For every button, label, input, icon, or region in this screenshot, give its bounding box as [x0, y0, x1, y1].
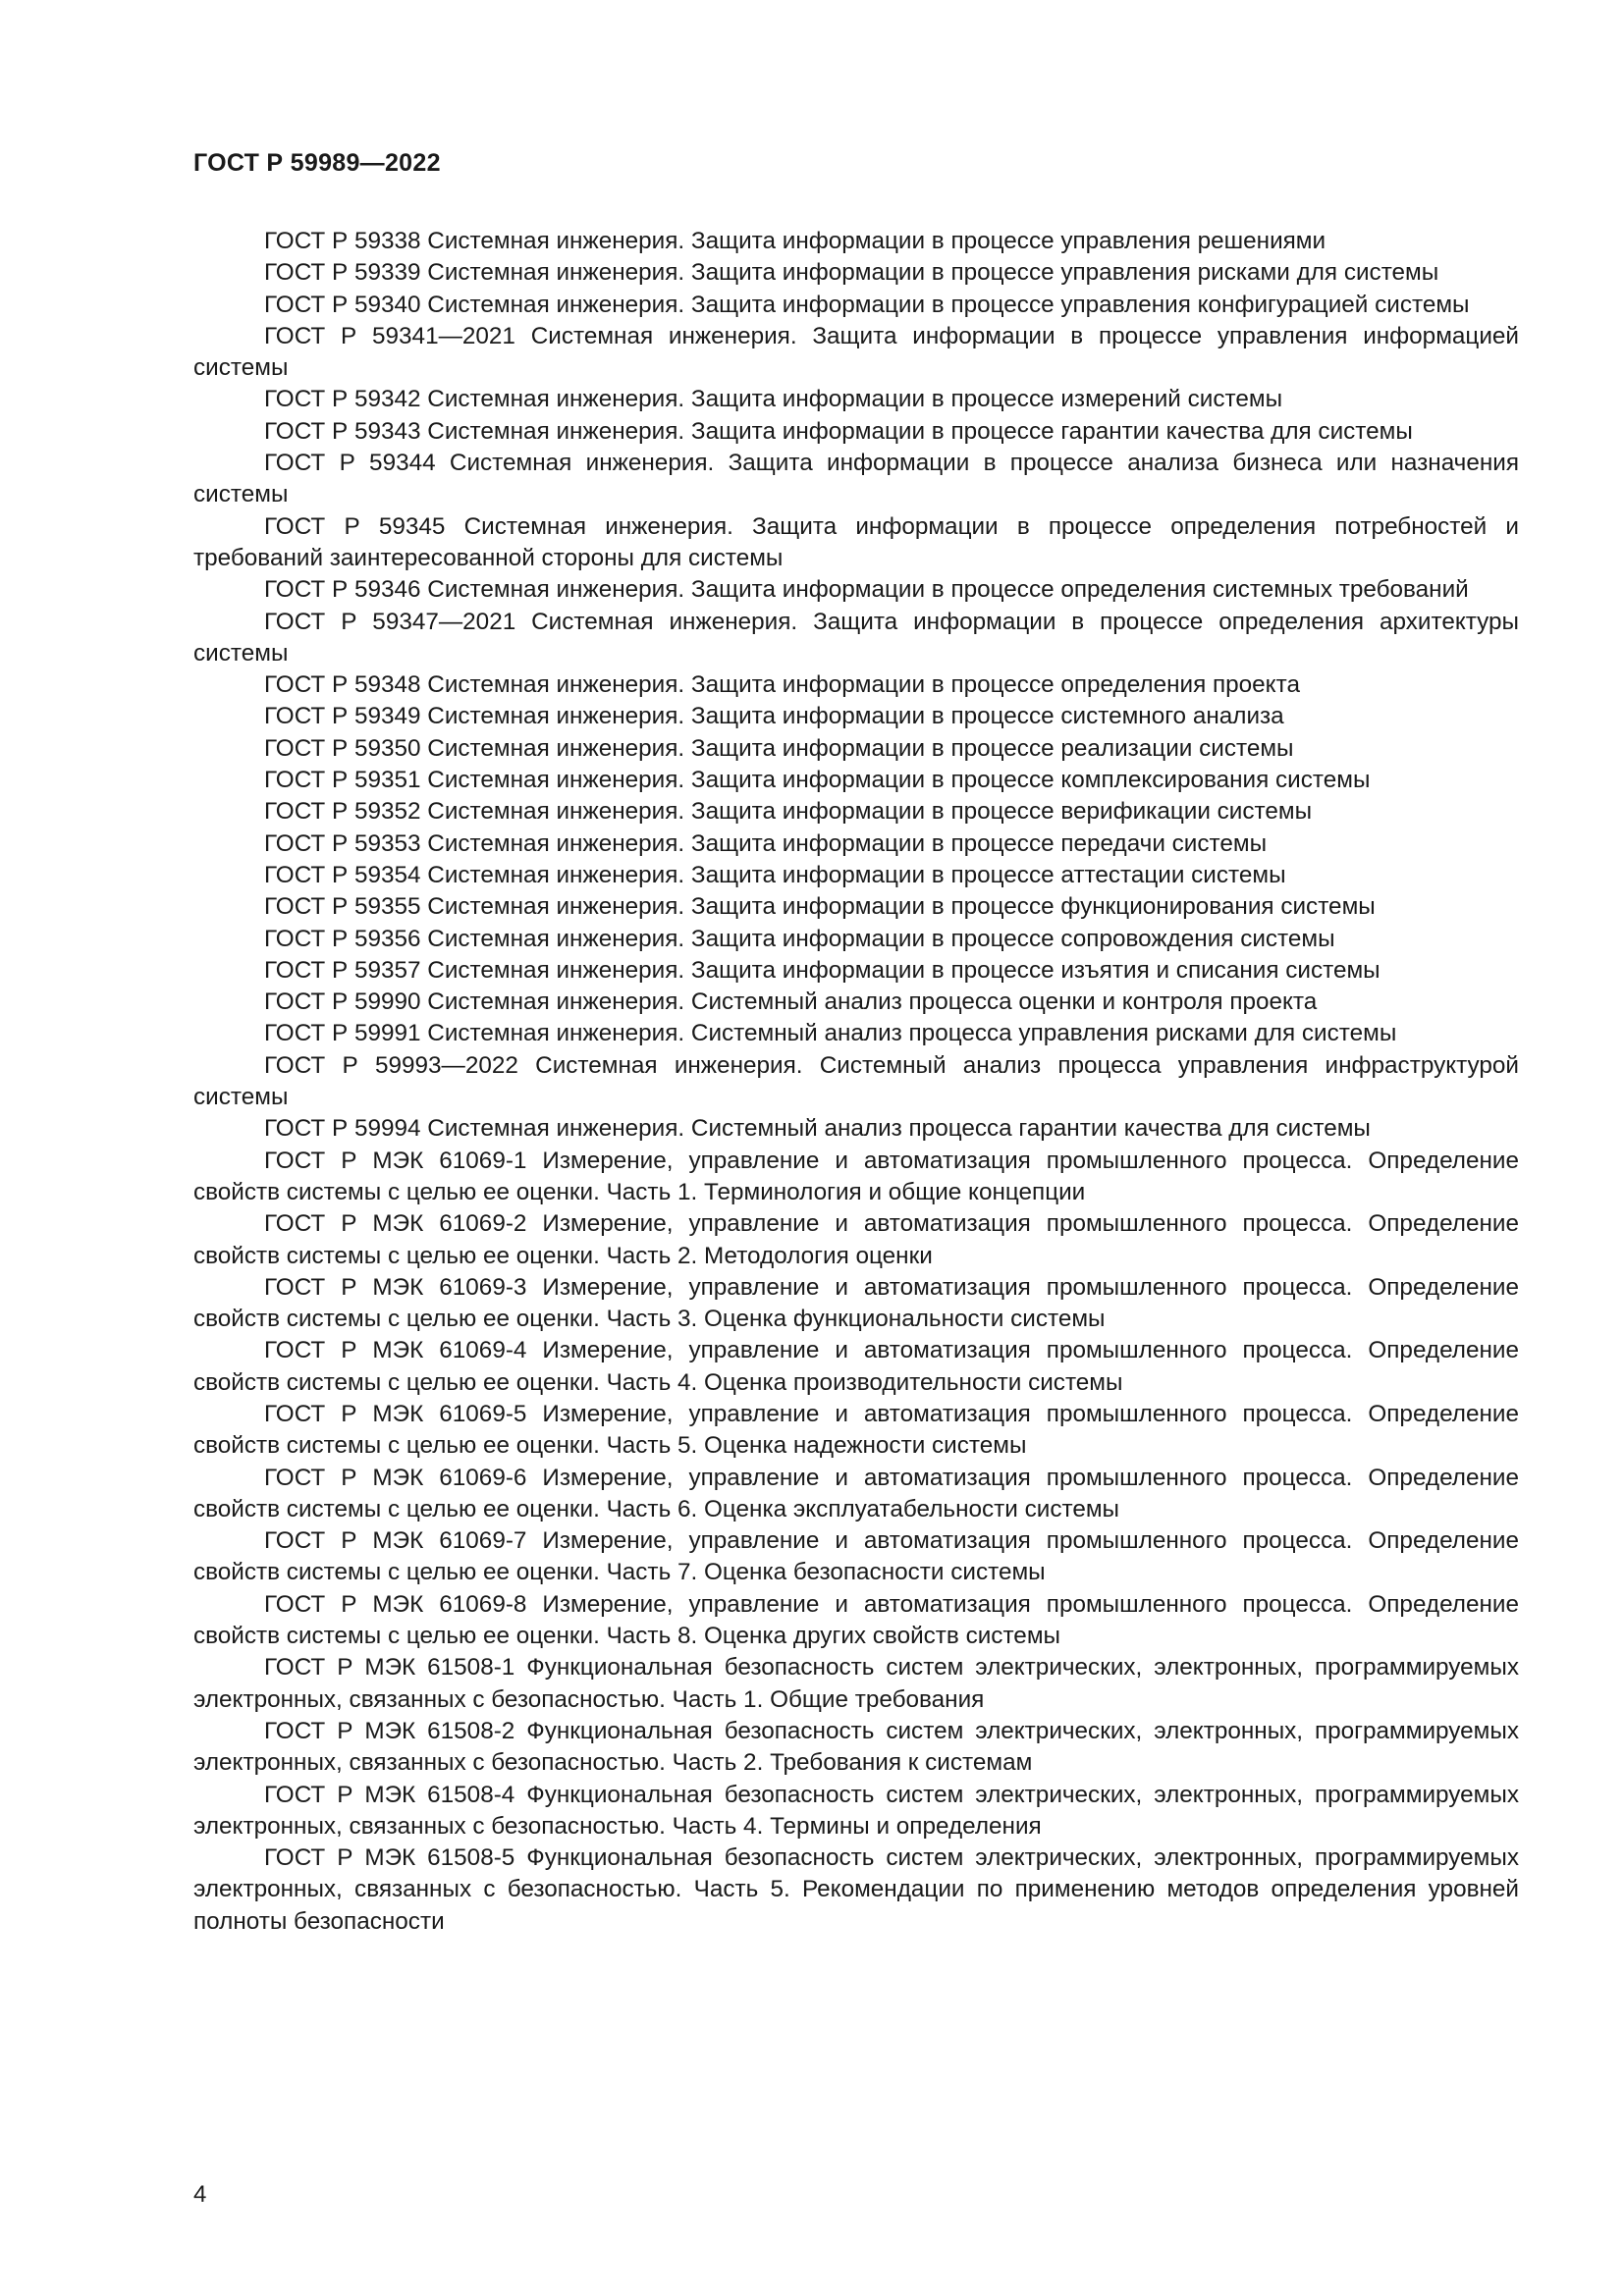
document-code-header: ГОСТ Р 59989—2022	[193, 149, 441, 177]
reference-item: ГОСТ Р 59338 Системная инженерия. Защита информации в процессе управления решениями	[264, 228, 1326, 254]
reference-item: ГОСТ Р МЭК 61508-1 Функциональная безопасность систем электрических, электронных, программируемых электронных, связанных с безопасностью. Часть 1. Общие требования	[193, 1654, 1519, 1713]
reference-item: ГОСТ Р 59354 Системная инженерия. Защита информации в процессе аттестации системы	[264, 861, 1286, 888]
reference-item: ГОСТ Р МЭК 61508-5 Функциональная безопасность систем электрических, электронных, программируемых электронных, связанных с безопасностью. Часть 5. Рекомендации по применению методов определения уровней полноты безопасности	[193, 1844, 1519, 1935]
reference-item: ГОСТ Р 59342 Системная инженерия. Защита информации в процессе измерений системы	[264, 386, 1283, 413]
reference-item: ГОСТ Р 59349 Системная инженерия. Защита информации в процессе системного анализа	[264, 703, 1284, 730]
reference-item: ГОСТ Р 59341—2021 Системная инженерия. Защита информации в процессе управления информацией системы	[193, 322, 1519, 382]
reference-item: ГОСТ Р МЭК 61069-2 Измерение, управление и автоматизация промышленного процесса. Определение свойств системы с целью ее оценки. Часть 2. Методология оценки	[193, 1210, 1519, 1269]
page-number: 4	[193, 2181, 207, 2208]
reference-item: ГОСТ Р 59990 Системная инженерия. Системный анализ процесса оценки и контроля проекта	[264, 988, 1318, 1016]
reference-item: ГОСТ Р МЭК 61069-1 Измерение, управление и автоматизация промышленного процесса. Определение свойств системы с целью ее оценки. Часть 1. Терминология и общие концепции	[193, 1147, 1519, 1205]
reference-item: ГОСТ Р 59351 Системная инженерия. Защита информации в процессе комплексирования системы	[264, 767, 1371, 794]
reference-item: ГОСТ Р 59343 Системная инженерия. Защита информации в процессе гарантии качества для системы	[264, 417, 1413, 445]
reference-item: ГОСТ Р МЭК 61069-4 Измерение, управление и автоматизация промышленного процесса. Определение свойств системы с целью ее оценки. Часть 4. Оценка производительности системы	[193, 1337, 1519, 1396]
reference-item: ГОСТ Р 59355 Системная инженерия. Защита информации в процессе функционирования системы	[264, 893, 1376, 921]
reference-item: ГОСТ Р 59352 Системная инженерия. Защита информации в процессе верификации системы	[264, 798, 1313, 826]
reference-item: ГОСТ Р МЭК 61069-3 Измерение, управление и автоматизация промышленного процесса. Определение свойств системы с целью ее оценки. Часть 3. Оценка функциональности системы	[193, 1273, 1519, 1333]
reference-item: ГОСТ Р МЭК 61508-2 Функциональная безопасность систем электрических, электронных, программируемых электронных, связанных с безопасностью. Часть 2. Требования к системам	[193, 1717, 1519, 1777]
reference-item: ГОСТ Р МЭК 61508-4 Функциональная безопасность систем электрических, электронных, программируемых электронных, связанных с безопасностью. Часть 4. Термины и определения	[193, 1781, 1519, 1840]
reference-item: ГОСТ Р 59356 Системная инженерия. Защита информации в процессе сопровождения системы	[264, 925, 1335, 952]
reference-item: ГОСТ Р 59350 Системная инженерия. Защита информации в процессе реализации системы	[264, 734, 1294, 762]
reference-item: ГОСТ Р 59348 Системная инженерия. Защита информации в процессе определения проекта	[264, 671, 1300, 699]
reference-item: ГОСТ Р МЭК 61069-6 Измерение, управление и автоматизация промышленного процесса. Определение свойств системы с целью ее оценки. Часть 6. Оценка эксплуатабельности системы	[193, 1464, 1519, 1522]
normative-references-list	[193, 226, 1519, 1938]
reference-item: ГОСТ Р 59993—2022 Системная инженерия. Системный анализ процесса управления инфраструктурой системы	[193, 1051, 1519, 1111]
reference-item: ГОСТ Р МЭК 61069-5 Измерение, управление и автоматизация промышленного процесса. Определение свойств системы с целью ее оценки. Часть 5. Оценка надежности системы	[193, 1400, 1519, 1460]
reference-item: ГОСТ Р 59994 Системная инженерия. Системный анализ процесса гарантии качества для системы	[264, 1115, 1371, 1143]
reference-item: ГОСТ Р 59353 Системная инженерия. Защита информации в процессе передачи системы	[264, 829, 1268, 857]
reference-item: ГОСТ Р 59357 Системная инженерия. Защита информации в процессе изъятия и списания системы	[264, 956, 1380, 984]
reference-item: ГОСТ Р МЭК 61069-7 Измерение, управление и автоматизация промышленного процесса. Определение свойств системы с целью ее оценки. Часть 7. Оценка безопасности системы	[193, 1527, 1519, 1586]
reference-item: ГОСТ Р 59347—2021 Системная инженерия. Защита информации в процессе определения архитектуры системы	[193, 608, 1519, 667]
reference-item: ГОСТ Р 59345 Системная инженерия. Защита информации в процессе определения потребностей и требований заинтересованной стороны для системы	[193, 512, 1519, 571]
reference-item: ГОСТ Р 59346 Системная инженерия. Защита информации в процессе определения системных требований	[264, 576, 1469, 604]
reference-item: ГОСТ Р 59991 Системная инженерия. Системный анализ процесса управления рисками для системы	[264, 1020, 1397, 1047]
reference-item: ГОСТ Р 59340 Системная инженерия. Защита информации в процессе управления конфигурацией системы	[264, 291, 1470, 318]
reference-item: ГОСТ Р МЭК 61069-8 Измерение, управление и автоматизация промышленного процесса. Определение свойств системы с целью ее оценки. Часть 8. Оценка других свойств системы	[193, 1590, 1519, 1650]
reference-item: ГОСТ Р 59339 Системная инженерия. Защита информации в процессе управления рисками для системы	[264, 259, 1439, 287]
reference-item: ГОСТ Р 59344 Системная инженерия. Защита информации в процессе анализа бизнеса или назначения системы	[193, 450, 1519, 508]
